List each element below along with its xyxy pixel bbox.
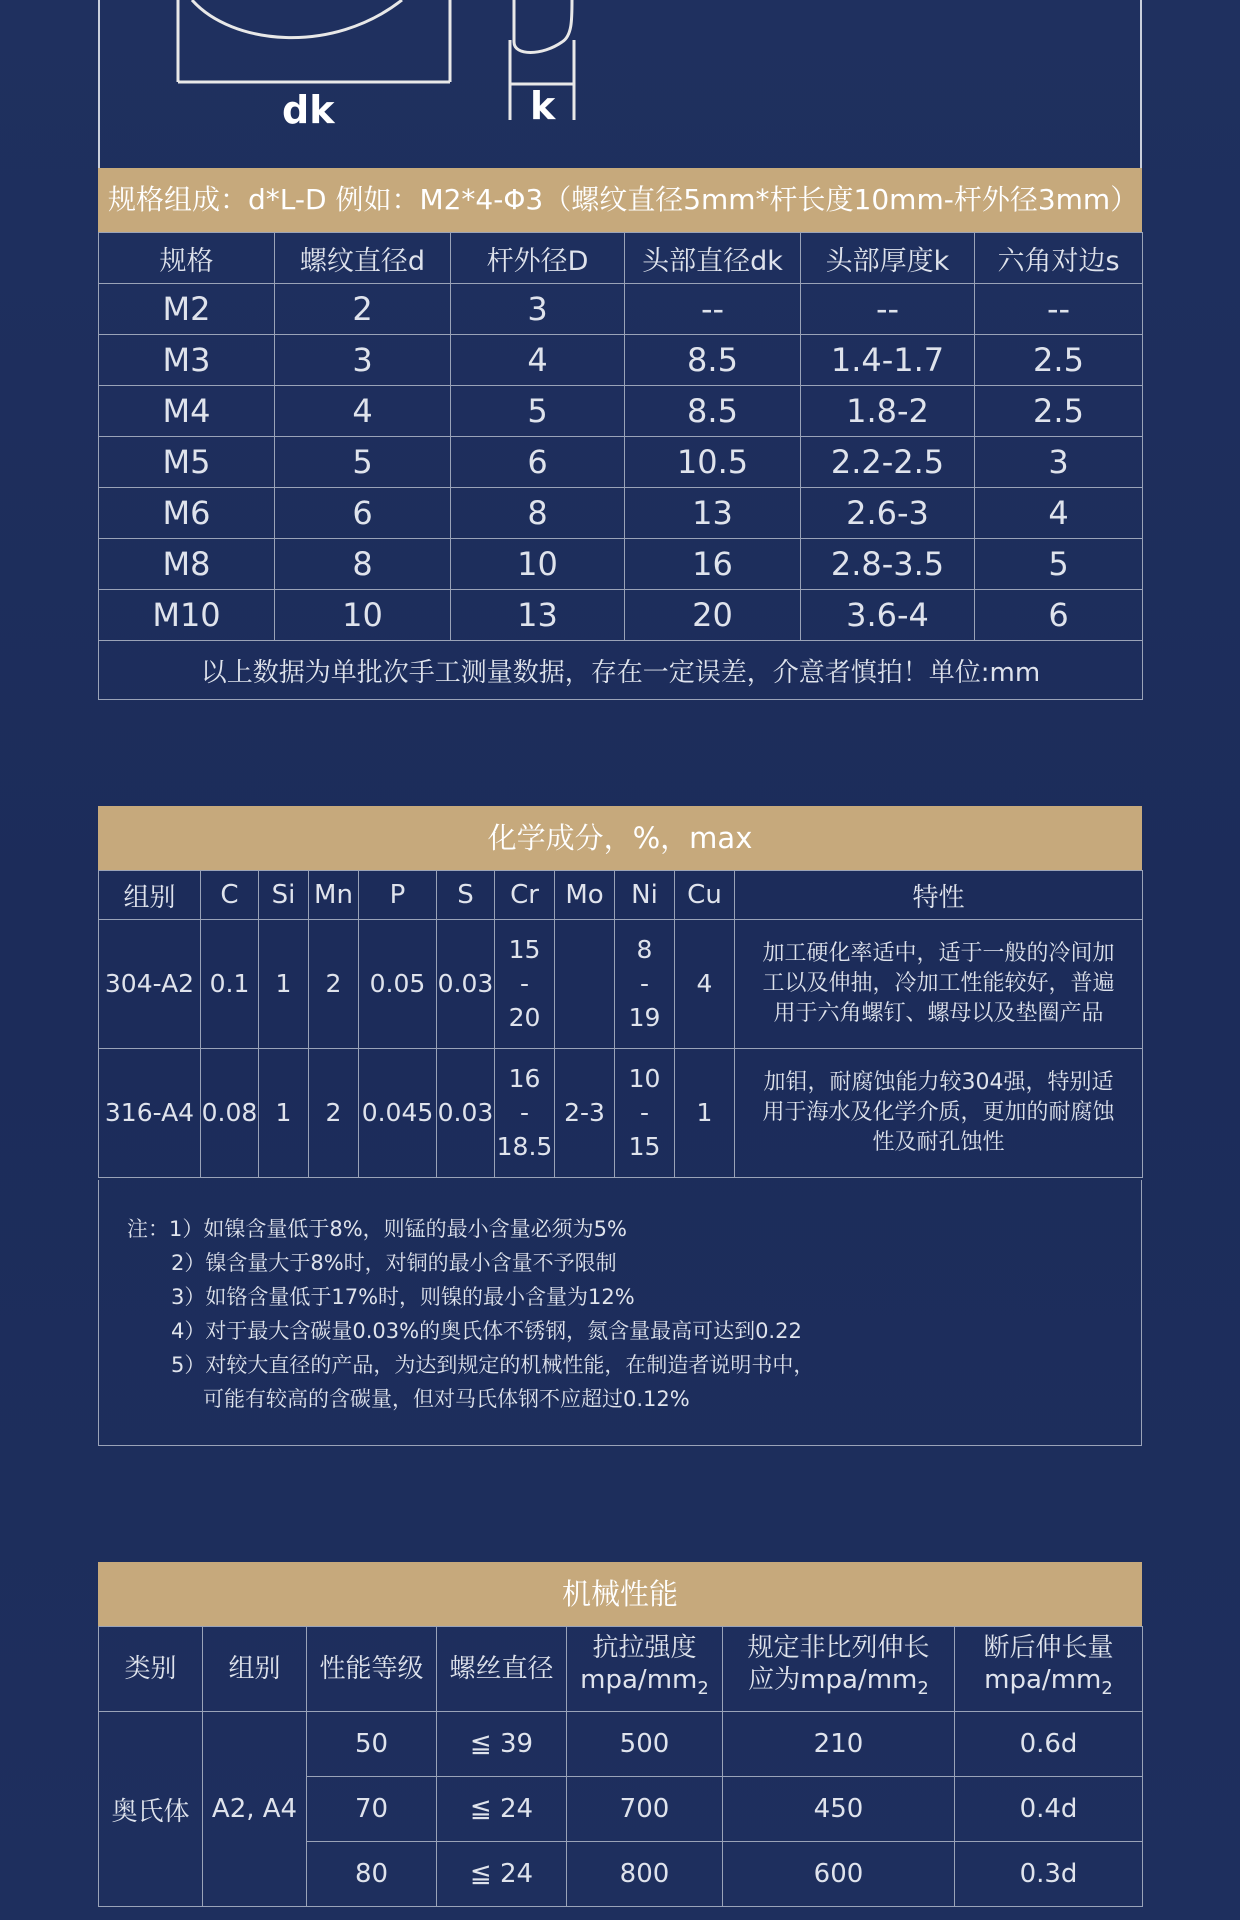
spec-cell: 2.6-3 <box>801 488 975 539</box>
mech-header: 性能等级 <box>307 1627 437 1712</box>
property-line: 加钼，耐腐蚀能力较304强，特别适 <box>763 1070 1114 1095</box>
chem-cell: 2 <box>309 920 359 1049</box>
spec-cell: 20 <box>625 590 801 641</box>
mech-cell: 0.3d <box>955 1842 1143 1907</box>
spec-note: 以上数据为单批次手工测量数据，存在一定误差，介意者慎拍！单位:mm <box>99 641 1143 700</box>
unit-text: mpa/mm <box>580 1665 698 1696</box>
spec-cell: M6 <box>99 488 275 539</box>
mech-category: 奥氏体 <box>99 1712 203 1907</box>
mech-header-tensile <box>567 1627 723 1712</box>
ni-dash: - <box>639 969 650 998</box>
spec-cell: 4 <box>451 335 625 386</box>
mech-cell: 50 <box>307 1712 437 1777</box>
cr-max: 20 <box>508 1003 541 1032</box>
note-line: 4）对于最大含碳量0.03%的奥氏体不锈钢，氮含量最高可达到0.22 <box>171 1319 802 1343</box>
spec-cell: 4 <box>975 488 1143 539</box>
property-text <box>735 920 1143 1049</box>
mech-cell: 210 <box>723 1712 955 1777</box>
spec-cell: -- <box>801 284 975 335</box>
ni-min: 8 <box>636 935 653 964</box>
spec-cell: 16 <box>625 539 801 590</box>
spec-cell: -- <box>975 284 1143 335</box>
chem-header: 特性 <box>735 871 1143 920</box>
chem-cell: 0.045 <box>359 1049 437 1178</box>
mech-cell: 600 <box>723 1842 955 1907</box>
spec-header: 规格 <box>99 233 275 284</box>
chem-cell: 0.03 <box>437 920 495 1049</box>
chem-cell: 0.08 <box>201 1049 259 1178</box>
spec-header: 杆外径D <box>451 233 625 284</box>
property-line: 性及耐孔蚀性 <box>872 1130 1005 1155</box>
mech-cell: ≦ 39 <box>437 1712 567 1777</box>
chem-header: Mn <box>309 871 359 920</box>
spec-cell: 8.5 <box>625 386 801 437</box>
chem-cell: 316-A4 <box>99 1049 201 1178</box>
tensile-label: 抗拉强度 <box>592 1633 697 1664</box>
spec-cell: 10.5 <box>625 437 801 488</box>
spec-cell: 13 <box>451 590 625 641</box>
spec-cell: M8 <box>99 539 275 590</box>
table-row <box>99 488 1143 539</box>
label-k: k <box>530 84 556 128</box>
chem-cell-ni <box>615 920 675 1049</box>
spec-cell: 1.4-1.7 <box>801 335 975 386</box>
unit-sub: 2 <box>917 1678 929 1700</box>
spec-cell: 2.8-3.5 <box>801 539 975 590</box>
spec-cell: 3.6-4 <box>801 590 975 641</box>
label-dk: dk <box>282 88 335 132</box>
yield-label: 规定非比列伸长 <box>747 1633 930 1664</box>
spec-cell: 3 <box>451 284 625 335</box>
ni-max: 15 <box>628 1132 661 1161</box>
spec-header: 螺纹直径d <box>275 233 451 284</box>
cr-dash: - <box>519 1098 530 1127</box>
chem-title: 化学成分，%，max <box>98 806 1142 870</box>
spec-cell: 2.2-2.5 <box>801 437 975 488</box>
chem-cell: 1 <box>259 1049 309 1178</box>
chem-notes <box>98 1180 1142 1446</box>
mech-cell: 0.4d <box>955 1777 1143 1842</box>
unit-text: mpa/mm <box>984 1665 1102 1696</box>
spec-cell: M3 <box>99 335 275 386</box>
table-row <box>99 284 1143 335</box>
chem-cell: 0.1 <box>201 920 259 1049</box>
unit-sub: 2 <box>1101 1678 1113 1700</box>
mech-cell: 80 <box>307 1842 437 1907</box>
chem-header: S <box>437 871 495 920</box>
cr-dash: - <box>519 969 530 998</box>
mech-cell: 70 <box>307 1777 437 1842</box>
spec-title: 规格组成：d*L-D 例如：M2*4-Φ3（螺纹直径5mm*杆长度10mm-杆外径3mm） <box>98 168 1142 232</box>
note-line: 3）如铬含量低于17%时，则镍的最小含量为12% <box>171 1285 635 1309</box>
chem-header: Mo <box>555 871 615 920</box>
elongation-label: 断后伸长量 <box>983 1633 1114 1664</box>
note-line: 可能有较高的含碳量，但对马氏体钢不应超过0.12% <box>203 1387 690 1411</box>
spec-header: 头部直径dk <box>625 233 801 284</box>
spec-cell: 4 <box>275 386 451 437</box>
table-row <box>99 590 1143 641</box>
property-line: 工以及伸抽，冷加工性能较好，普遍 <box>762 971 1115 996</box>
spec-cell: 2 <box>275 284 451 335</box>
mech-header-row <box>99 1627 1143 1712</box>
chem-cell-cr <box>495 920 555 1049</box>
mech-cell: 0.6d <box>955 1712 1143 1777</box>
ni-dash: - <box>639 1098 650 1127</box>
ni-min: 10 <box>628 1064 661 1093</box>
chem-cell: 0.05 <box>359 920 437 1049</box>
spec-table <box>98 232 1143 700</box>
spec-cell: 13 <box>625 488 801 539</box>
cr-min: 16 <box>508 1064 541 1093</box>
chem-cell: 0.03 <box>437 1049 495 1178</box>
mech-cell: ≦ 24 <box>437 1777 567 1842</box>
spec-cell: 3 <box>975 437 1143 488</box>
mech-group: A2, A4 <box>203 1712 307 1907</box>
chem-header: Si <box>259 871 309 920</box>
spec-cell: 1.8-2 <box>801 386 975 437</box>
screw-head-drawing <box>2 0 1240 168</box>
spec-cell: 2.5 <box>975 335 1143 386</box>
chem-header: P <box>359 871 437 920</box>
property-text <box>735 1049 1143 1178</box>
mech-header: 类别 <box>99 1627 203 1712</box>
chem-header: C <box>201 871 259 920</box>
mech-header: 组别 <box>203 1627 307 1712</box>
chem-header-row <box>99 871 1143 920</box>
spec-cell: 10 <box>275 590 451 641</box>
spec-cell: 5 <box>975 539 1143 590</box>
spec-cell: M10 <box>99 590 275 641</box>
spec-cell: 6 <box>975 590 1143 641</box>
chem-header: Cu <box>675 871 735 920</box>
mech-cell: 450 <box>723 1777 955 1842</box>
chem-cell: 304-A2 <box>99 920 201 1049</box>
spec-cell: 3 <box>275 335 451 386</box>
note-line: 5）对较大直径的产品，为达到规定的机械性能，在制造者说明书中， <box>171 1353 815 1377</box>
spec-cell: 2.5 <box>975 386 1143 437</box>
chem-cell: 1 <box>675 1049 735 1178</box>
property-line: 加工硬化率适中，适于一般的冷间加 <box>762 941 1115 966</box>
spec-cell: 10 <box>451 539 625 590</box>
spec-header: 头部厚度k <box>801 233 975 284</box>
yield-unit <box>723 1664 954 1705</box>
chem-cell: 4 <box>675 920 735 1049</box>
spec-note-row <box>99 641 1143 700</box>
chem-cell-ni <box>615 1049 675 1178</box>
elongation-unit <box>955 1664 1142 1705</box>
spec-cell: M2 <box>99 284 275 335</box>
cr-min: 15 <box>508 935 541 964</box>
chem-cell: 2-3 <box>555 1049 615 1178</box>
spec-cell: M4 <box>99 386 275 437</box>
mech-header: 螺丝直径 <box>437 1627 567 1712</box>
mech-table <box>98 1626 1143 1907</box>
chem-header: Ni <box>615 871 675 920</box>
spec-cell: 6 <box>275 488 451 539</box>
spec-cell: 8.5 <box>625 335 801 386</box>
mech-header-elongation <box>955 1627 1143 1712</box>
chem-header: 组别 <box>99 871 201 920</box>
spec-cell: 6 <box>451 437 625 488</box>
chem-cell <box>555 920 615 1049</box>
table-row <box>99 386 1143 437</box>
spec-cell: 8 <box>451 488 625 539</box>
spec-cell: 5 <box>275 437 451 488</box>
unit-text: 应为mpa/mm <box>748 1665 918 1696</box>
table-row <box>99 920 1143 1049</box>
mech-cell: 500 <box>567 1712 723 1777</box>
spec-cell: -- <box>625 284 801 335</box>
table-row <box>99 335 1143 386</box>
chem-cell: 2 <box>309 1049 359 1178</box>
table-row <box>99 539 1143 590</box>
chem-table <box>98 870 1143 1178</box>
chem-header: Cr <box>495 871 555 920</box>
mech-cell: 700 <box>567 1777 723 1842</box>
chem-cell: 1 <box>259 920 309 1049</box>
mech-cell: 800 <box>567 1842 723 1907</box>
ni-max: 19 <box>628 1003 661 1032</box>
cr-max: 18.5 <box>496 1132 553 1161</box>
spec-cell: 5 <box>451 386 625 437</box>
table-row <box>99 1712 1143 1777</box>
dimension-diagram <box>98 0 1142 168</box>
unit-sub: 2 <box>697 1678 709 1700</box>
spec-cell: M5 <box>99 437 275 488</box>
mech-title: 机械性能 <box>98 1562 1142 1626</box>
chem-cell-cr <box>495 1049 555 1178</box>
spec-header: 六角对边s <box>975 233 1143 284</box>
property-line: 用于海水及化学介质，更加的耐腐蚀 <box>762 1100 1115 1125</box>
table-row <box>99 437 1143 488</box>
spec-cell: 8 <box>275 539 451 590</box>
mech-cell: ≦ 24 <box>437 1842 567 1907</box>
note-line: 注：1）如镍含量低于8%，则锰的最小含量必须为5% <box>127 1217 627 1241</box>
mech-header-yield <box>723 1627 955 1712</box>
property-line: 用于六角螺钉、螺母以及垫圈产品 <box>773 1001 1104 1026</box>
table-row <box>99 1049 1143 1178</box>
note-line: 2）镍含量大于8%时，对铜的最小含量不予限制 <box>171 1251 617 1275</box>
tensile-unit <box>567 1664 722 1705</box>
spec-header-row <box>99 233 1143 284</box>
